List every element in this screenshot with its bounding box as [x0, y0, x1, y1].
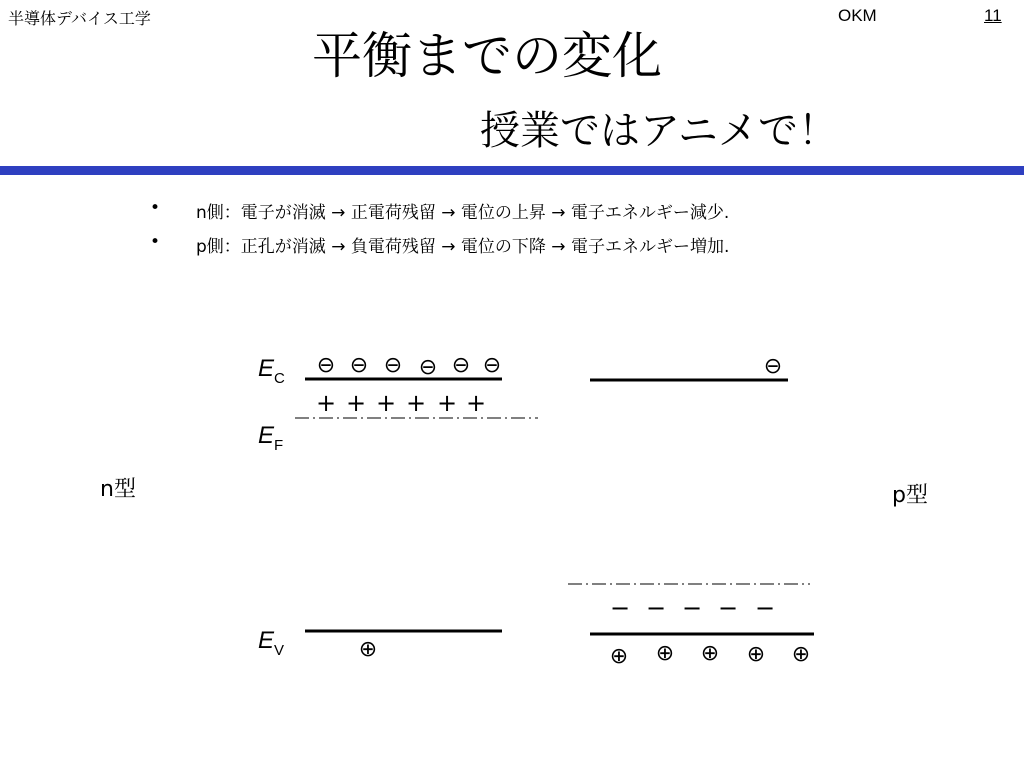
electron: ⊖ — [383, 353, 403, 378]
page-number: 11 — [984, 6, 1002, 25]
positive-ion: + — [315, 389, 337, 417]
electron: ⊖ — [316, 353, 336, 378]
electron: ⊖ — [349, 353, 369, 378]
bullet-text: p側：正孔が消滅 → 負電荷残留 → 電位の下降 → 電子エネルギー増加. — [196, 237, 730, 257]
author-label: OKM — [838, 6, 877, 25]
electron: ⊖ — [418, 355, 438, 380]
ef-label: E — [258, 422, 275, 449]
ec-subscript: C — [274, 370, 285, 387]
negative-ion: − — [609, 594, 631, 622]
bullet-marker: • — [150, 232, 161, 252]
hole: ⊕ — [700, 641, 720, 666]
p-type-label: p型 — [892, 483, 928, 508]
negative-ion: − — [645, 594, 667, 622]
ev-subscript: V — [274, 642, 285, 659]
bullet-text: n側：電子が消滅 → 正電荷残留 → 電位の上昇 → 電子エネルギー減少. — [196, 203, 730, 223]
hole: ⊕ — [655, 641, 675, 666]
n-type-label: n型 — [100, 477, 136, 502]
ec-label: E — [258, 355, 275, 382]
negative-ion: − — [717, 594, 739, 622]
electron: ⊖ — [763, 354, 783, 379]
hole: ⊕ — [746, 642, 766, 667]
negative-ion: − — [754, 594, 776, 622]
positive-ion: + — [375, 389, 397, 417]
positive-ion: + — [436, 389, 458, 417]
slide-title: 平衡までの変化 — [312, 27, 662, 85]
positive-ion: + — [345, 389, 367, 417]
bullet-marker: • — [150, 198, 161, 218]
course-name: 半導体デバイス工学 — [8, 9, 151, 28]
positive-ion: + — [465, 389, 487, 417]
hole: ⊕ — [358, 637, 378, 662]
slide-subtitle: 授業ではアニメで！ — [480, 108, 838, 154]
negative-ion: − — [681, 594, 703, 622]
electron: ⊖ — [451, 353, 471, 378]
hole: ⊕ — [609, 644, 629, 669]
electron: ⊖ — [482, 353, 502, 378]
ef-subscript: F — [274, 437, 284, 454]
ev-label: E — [258, 627, 275, 654]
hole: ⊕ — [791, 642, 811, 667]
positive-ion: + — [405, 389, 427, 417]
